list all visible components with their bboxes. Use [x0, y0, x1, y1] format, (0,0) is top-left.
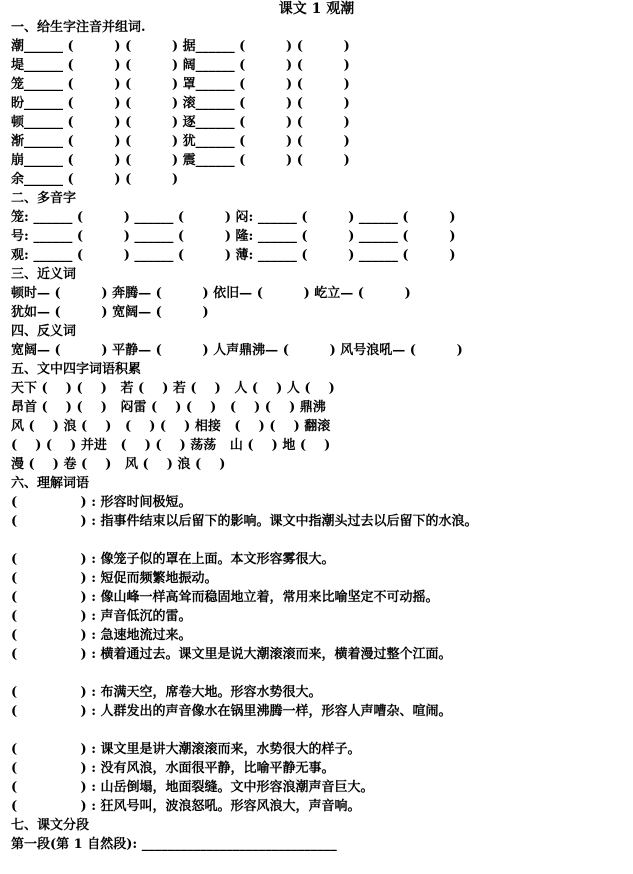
idiom-row: 风 ( ) 浪 ( ) ( ) ( ) 相接 ( ) ( ) 翻滚: [11, 419, 331, 434]
definition-row: ( ) : 课文里是讲大潮滚滚而来，水势很大的样子。: [11, 742, 361, 757]
section-7-heading: 七、课文分段: [11, 818, 90, 833]
definition-row: ( ) : 形容时间极短。: [11, 495, 192, 510]
idiom-row: 漫 ( ) 卷 ( ) 风 ( ) 浪 ( ): [11, 457, 226, 472]
section-2-heading: 二、多音字: [11, 191, 77, 206]
synonym-row: 犹如— ( ) 宽阔— ( ): [11, 305, 209, 320]
polyphone-row: 笼: ______ ( ) ______ ( ) 闷: ______ ( ) ______ ( ): [11, 210, 456, 225]
definition-row: ( ) : 像笼子似的罩在上面。本文形容雾很大。: [11, 552, 335, 567]
char-row: 笼______ ( ) ( ) 罩______ ( ) ( ): [11, 77, 350, 92]
char-row: 顿______ ( ) ( ) 逐______ ( ) ( ): [11, 115, 350, 130]
char-row: 潮______ ( ) ( ) 据______ ( ) ( ): [11, 39, 350, 54]
char-row: 盼______ ( ) ( ) 滚______ ( ) ( ): [11, 96, 350, 111]
polyphone-row: 号: ______ ( ) ______ ( ) 隆: ______ ( ) ______ ( ): [11, 229, 456, 244]
definition-row: ( ) : 声音低沉的雷。: [11, 609, 192, 624]
section-1-heading: 一、给生字注音并组词.: [11, 20, 146, 35]
synonym-row: 顿时— ( ) 奔腾— ( ) 依旧— ( ) 屹立— ( ): [11, 286, 411, 301]
char-row: 渐______ ( ) ( ) 犹______ ( ) ( ): [11, 134, 350, 149]
definition-row: ( ) : 山岳倒塌，地面裂缝。文中形容浪潮声音巨大。: [11, 780, 374, 795]
definition-row: ( ) : 急速地流过来。: [11, 628, 192, 643]
section-3-heading: 三、近义词: [11, 267, 77, 282]
paragraph-row: 第一段(第 1 自然段): ______________________________: [11, 837, 337, 852]
idiom-row: 天下 ( ) ( ) 若 ( ) 若 ( ) 人 ( ) 人 ( ): [11, 381, 335, 396]
section-4-heading: 四、反义词: [11, 324, 77, 339]
char-row: 余______ ( ) ( ): [11, 172, 179, 187]
antonym-row: 宽阔— ( ) 平静— ( ) 人声鼎沸— ( ) 风号浪吼— ( ): [11, 343, 463, 358]
char-row: 堤______ ( ) ( ) 阔______ ( ) ( ): [11, 58, 350, 73]
polyphone-row: 观: ______ ( ) ______ ( ) 薄: ______ ( ) ______ ( ): [11, 248, 456, 263]
definition-row: ( ) : 像山峰一样高耸而稳固地立着，常用来比喻坚定不可动摇。: [11, 590, 439, 605]
idiom-row: 昂首 ( ) ( ) 闷雷 ( ) ( ) ( ) ( ) 鼎沸: [11, 400, 326, 415]
definition-row: ( ) : 狂风号叫，波浪怒吼。形容风浪大，声音响。: [11, 799, 361, 814]
page-title: 课文 1 观潮: [278, 1, 355, 17]
char-row: 崩______ ( ) ( ) 震______ ( ) ( ): [11, 153, 350, 168]
definition-row: ( ) : 布满天空，席卷大地。形容水势很大。: [11, 685, 322, 700]
section-6-heading: 六、理解词语: [11, 476, 90, 491]
definition-row: ( ) : 横着通过去。课文里是说大潮滚滚而来，横着漫过整个江面。: [11, 647, 452, 662]
section-5-heading: 五、文中四字词语积累: [11, 362, 142, 377]
definition-row: ( ) : 指事件结束以后留下的影响。课文中指潮头过去以后留下的水浪。: [11, 514, 478, 529]
definition-row: ( ) : 没有风浪，水面很平静，比喻平静无事。: [11, 761, 335, 776]
definition-row: ( ) : 短促而频繁地振动。: [11, 571, 218, 586]
idiom-row: ( ) ( ) 并进 ( ) ( ) 荡荡 山 ( ) 地 ( ): [11, 438, 331, 453]
definition-row: ( ) : 人群发出的声音像水在锅里沸腾一样，形容人声嘈杂、喧闹。: [11, 704, 452, 719]
